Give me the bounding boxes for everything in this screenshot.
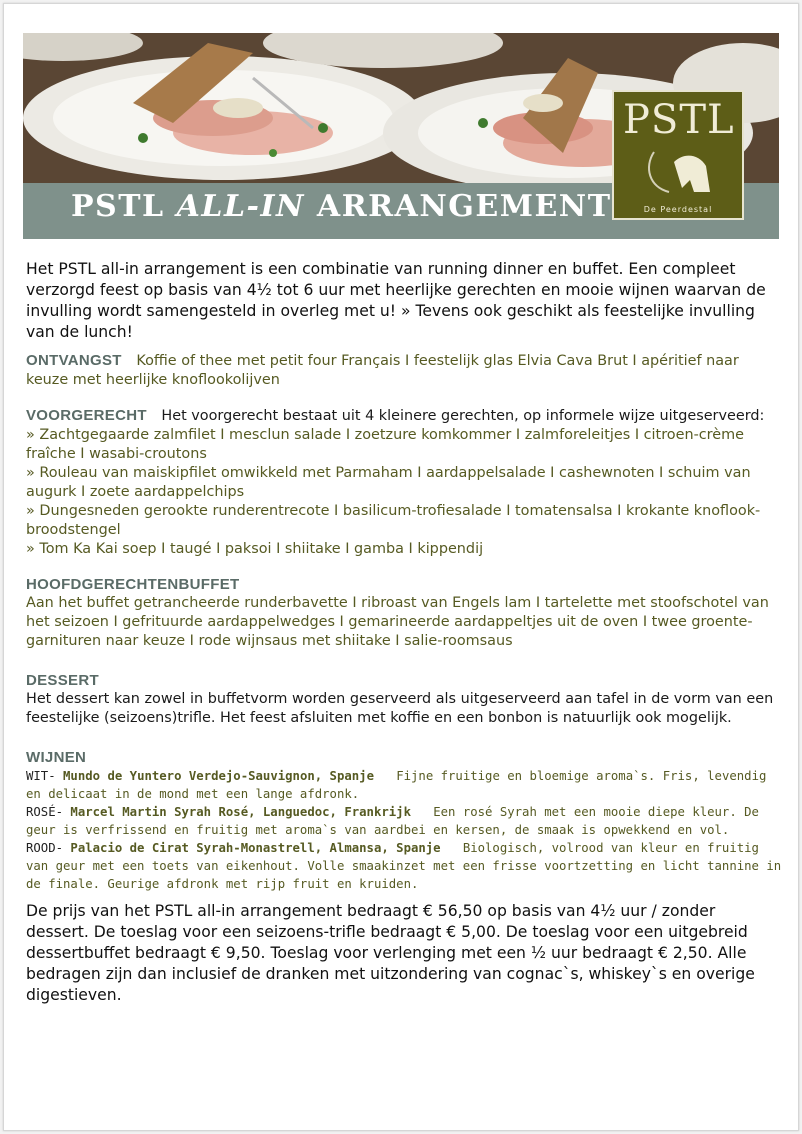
hoofdgerecht-text: Aan het buffet getrancheerde runderbavette I ribroast van Engels lam I tartelette met stoofschotel van het seizoen I gefrituurde aardappelwedges I gemarineerde aardappeltjes uit de oven I twee groente-garnituren naar keuze I rode wijnsaus met shiitake I salie-roomsaus	[26, 595, 769, 649]
document-page	[3, 3, 799, 1131]
pstl-logo	[612, 90, 744, 220]
list-item: » Rouleau van maiskipfilet omwikkeld met Parmaham I aardappelsalade I cashewnoten I schuim van augurk I zoete aardappelchips	[26, 465, 751, 500]
ontvangst-text: Koffie of thee met petit four Français I feestelijk glas Elvia Cava Brut I apéritief naar keuze met heerlijke knoflookolijven	[26, 353, 739, 388]
price-text: De prijs van het PSTL all-in arrangement bedraagt € 56,50 op basis van 4½ uur / zonder dessert. De toeslag voor een seizoens-trifle bedraagt € 5,00. De toeslag voor een uitgebreid dessertbuffet bedraagt € 9,50. Toeslag voor verlenging met een ½ uur bedraagt € 2,50. Alle bedragen zijn dan inclusief de dranken met uitzondering van cognac`s, whiskey`s en overige digestieven.	[26, 902, 755, 1004]
wine-item-wit: WIT- Mundo de Yuntero Verdejo-Sauvignon, Spanje Fijne fruitige en bloemige aroma`s. Fris, levendig en delicaat in de mond met een lange afdronk.	[26, 769, 767, 801]
header-banner	[23, 33, 779, 239]
wine-list	[26, 767, 782, 893]
list-item: » Tom Ka Kai soep I taugé I paksoi I shiitake I gamba I kippendij	[26, 541, 484, 557]
logo-mark: PSTL	[623, 97, 735, 143]
hoofdgerecht-heading: HOOFDGERECHTENBUFFET	[26, 576, 240, 593]
wijnen-heading: WIJNEN	[26, 749, 87, 766]
logo-subtitle: De Peerdestal	[643, 205, 713, 214]
voorgerecht-heading: VOORGERECHT	[26, 407, 147, 424]
list-item: » Dungesneden gerookte runderentrecote I basilicum-trofiesalade I tomatensalsa I krokante knoflook-broodstengel	[26, 503, 761, 538]
wine-item-rood: ROOD- Palacio de Cirat Syrah-Monastrell, Almansa, Spanje Biologisch, volrood van kleur en fruitig van geur met een toets van eikenhout. Volle smaakinzet met een frisse voortzetting en licht tannine in de finale. Geurige afdronk met rijp fruit en kruiden.	[26, 841, 782, 891]
content	[26, 259, 782, 1022]
section-wijnen	[26, 748, 782, 893]
ontvangst-heading: ONTVANGST	[26, 352, 122, 369]
dessert-text: Het dessert kan zowel in buffetvorm worden geserveerd als uitgeserveerd aan tafel in de vorm van een feestelijke (seizoens)trifle. Het feest afsluiten met koffie en een bonbon is natuurlijk ook mogelijk.	[26, 691, 774, 726]
section-dessert	[26, 671, 782, 728]
horse-head-icon	[614, 92, 742, 220]
voorgerecht-text: Het voorgerecht bestaat uit 4 kleinere gerechten, op informele wijze uitgeserveerd:	[161, 408, 765, 424]
dessert-heading: DESSERT	[26, 672, 99, 689]
section-voorgerecht	[26, 406, 782, 559]
section-ontvangst	[26, 351, 782, 390]
list-item: » Zachtgegaarde zalmfilet I mesclun salade I zoetzure komkommer I zalmforeleitjes I citroen-crème fraîche I wasabi-croutons	[26, 427, 744, 462]
section-hoofdgerecht	[26, 575, 782, 651]
wine-item-rose: ROSÉ- Marcel Martin Syrah Rosé, Languedoc, Frankrijk Een rosé Syrah met een mooie diepe kleur. De geur is verfrissend en fruitig met aroma`s van aardbei en kersen, de smaak is opwekkend en vol.	[26, 805, 759, 837]
page-title: PSTL ALL-IN ARRANGEMENT	[71, 189, 612, 224]
intro-text: Het PSTL all-in arrangement is een combinatie van running dinner en buffet. Een compleet verzorgd feest op basis van 4½ tot 6 uur met heerlijke gerechten en mooie wijnen waarvan de invulling wordt samengesteld in overleg met u! » Tevens ook geschikt als feestelijke invulling van de lunch!	[26, 260, 766, 341]
